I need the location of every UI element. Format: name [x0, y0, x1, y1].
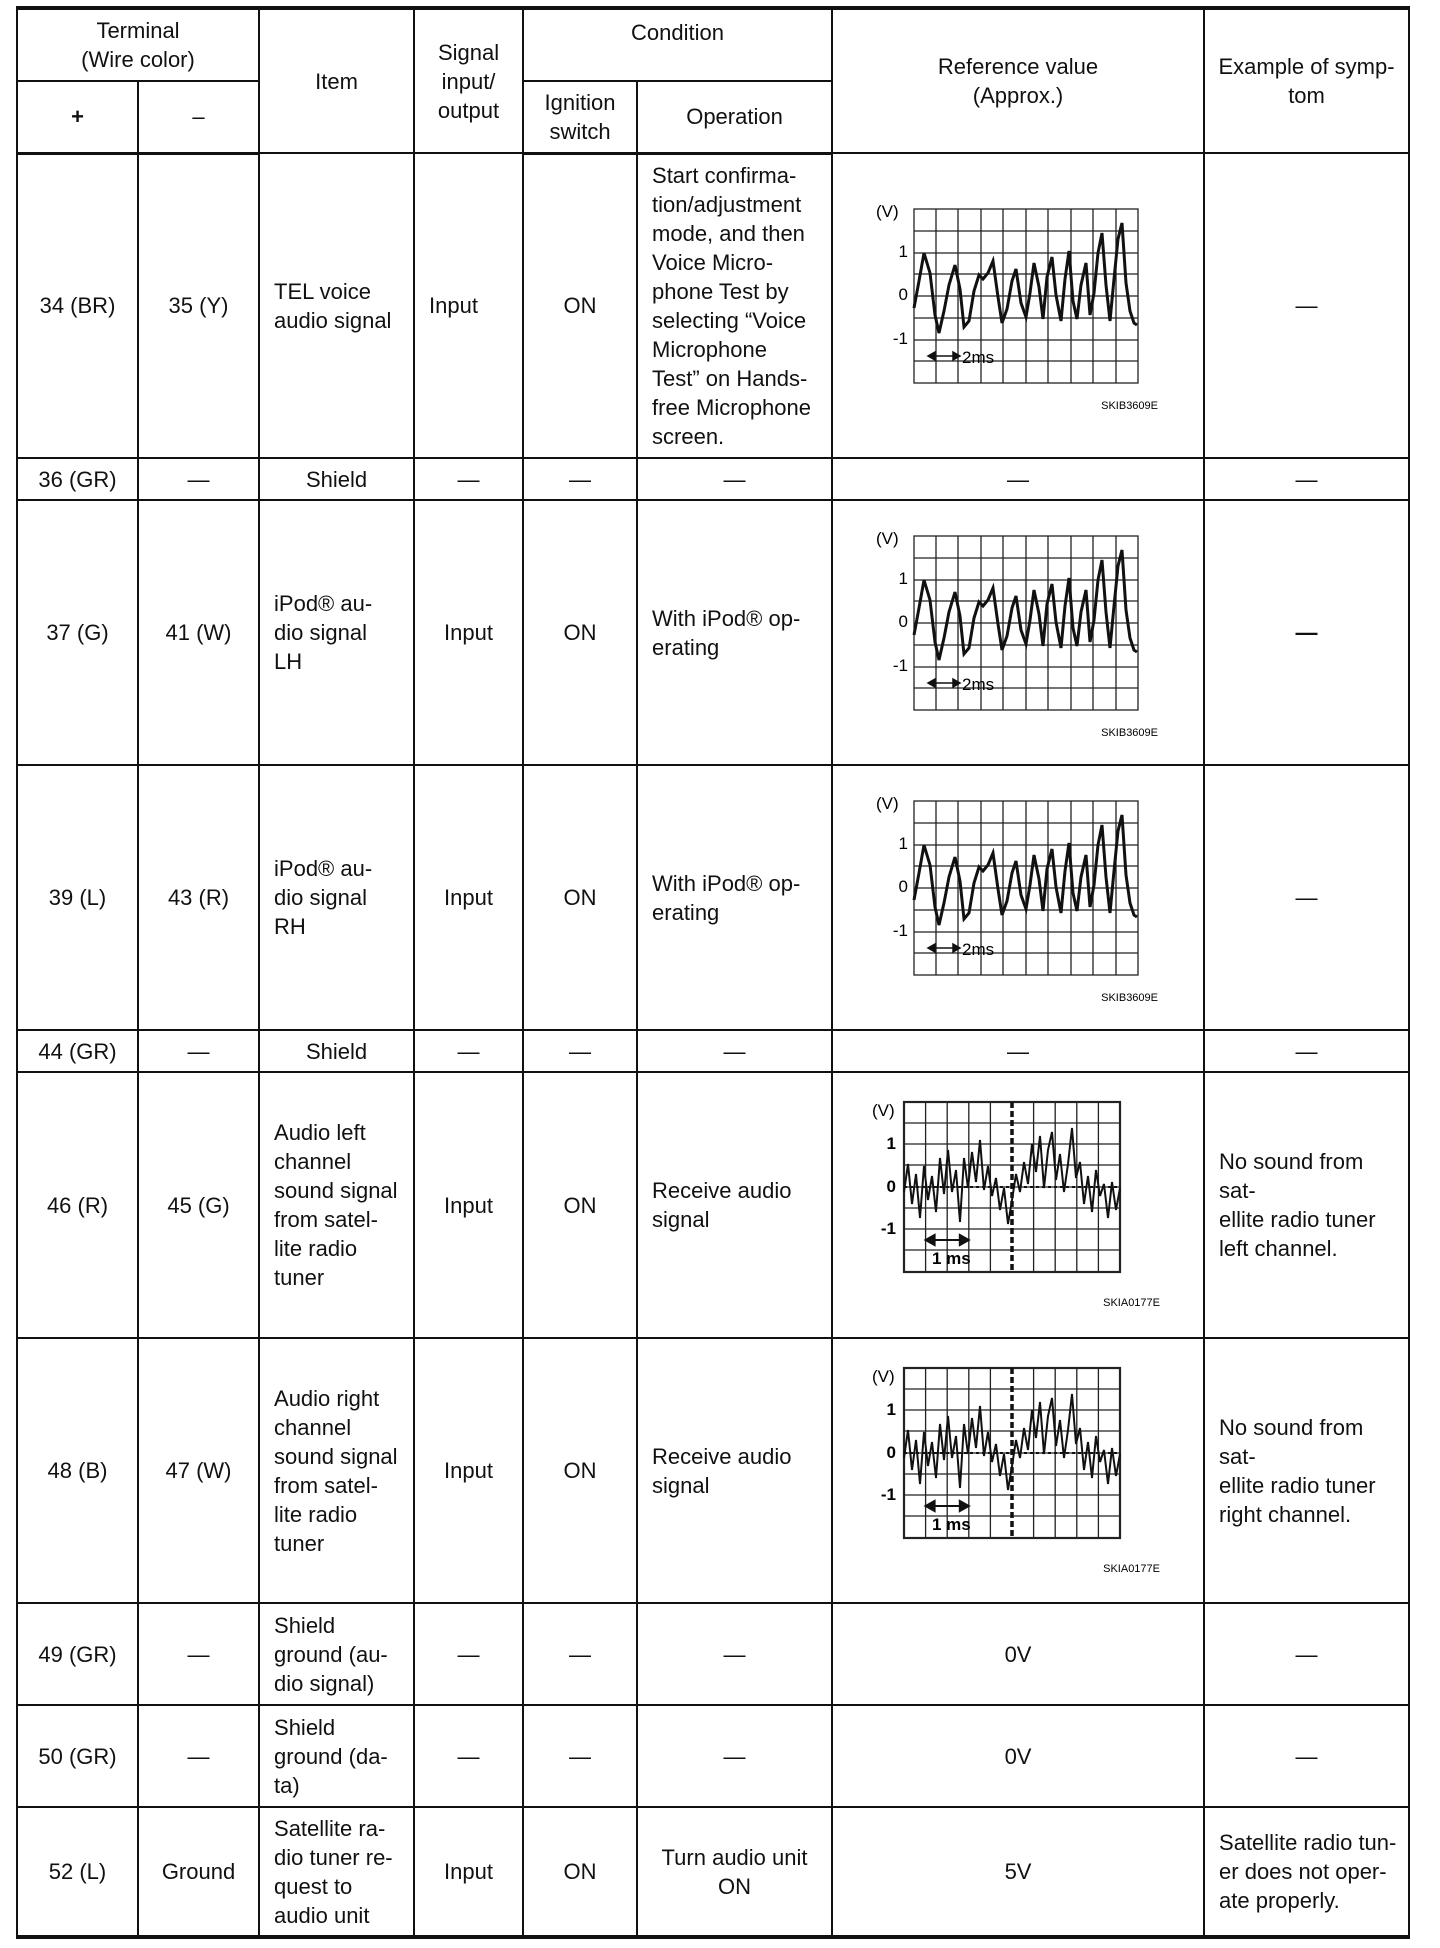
terminal-minus: — [138, 1030, 259, 1072]
item-cell: Shield [259, 1030, 414, 1072]
symptom-cell: — [1204, 458, 1409, 500]
reference-value-cell: 5V [832, 1807, 1204, 1937]
header-condition: Condition [523, 8, 832, 81]
table-row [17, 1807, 1409, 1937]
table-row [17, 500, 1409, 765]
waveform-y-label: -1 [880, 1219, 897, 1238]
ipod-rh-waveform [868, 785, 1168, 1011]
waveform-y-label: -1 [880, 1484, 897, 1504]
reference-value-cell [832, 153, 1204, 458]
waveform-y-label: 0 [886, 1177, 897, 1196]
terminal-minus: 35 (Y) [138, 153, 259, 458]
symptom-cell: No sound from sat- ellite radio tuner right channel. [1204, 1338, 1409, 1603]
symptom-cell: No sound from sat- ellite radio tuner left channel. [1204, 1072, 1409, 1338]
signal-io-cell: — [414, 458, 523, 500]
table-row [17, 458, 1409, 500]
reference-value-cell [832, 1072, 1204, 1338]
operation-cell: Turn audio unit ON [637, 1807, 832, 1937]
symptom-cell: — [1204, 1030, 1409, 1072]
waveform-y-label: 1 [886, 1399, 897, 1419]
ignition-switch-cell: ON [523, 1338, 637, 1603]
terminal-plus: 39 (L) [17, 765, 138, 1030]
signal-io-cell: Input [414, 765, 523, 1030]
terminal-plus: 49 (GR) [17, 1603, 138, 1705]
operation-cell: — [637, 1603, 832, 1705]
waveform-time-label: 1 ms [932, 1514, 971, 1534]
satellite-left-waveform [868, 1092, 1168, 1318]
tel-voice-waveform [868, 193, 1168, 419]
reference-value-cell [832, 500, 1204, 765]
item-cell: Shield [259, 458, 414, 500]
ignition-switch-cell: ON [523, 1072, 637, 1338]
symptom-cell: — [1204, 1603, 1409, 1705]
terminal-minus: — [138, 458, 259, 500]
terminal-minus: 41 (W) [138, 500, 259, 765]
waveform-y-label: -1 [892, 655, 909, 675]
table-row [17, 1603, 1409, 1705]
operation-cell: With iPod® op- erating [637, 765, 832, 1030]
operation-cell: Receive audio signal [637, 1338, 832, 1603]
ipod-lh-waveform [868, 520, 1168, 746]
terminal-plus: 36 (GR) [17, 458, 138, 500]
satellite-right-waveform [868, 1358, 1168, 1584]
ignition-switch-cell: ON [523, 500, 637, 765]
item-cell: Satellite ra- dio tuner re- quest to audio unit [259, 1807, 414, 1937]
terminal-minus: 47 (W) [138, 1338, 259, 1603]
header-minus: – [138, 81, 259, 153]
header-terminal: Terminal (Wire color) [17, 8, 259, 81]
reference-value-cell: — [832, 458, 1204, 500]
terminal-reference-table [16, 6, 1410, 1939]
reference-value-cell: 0V [832, 1705, 1204, 1807]
terminal-plus: 52 (L) [17, 1807, 138, 1937]
waveform-time-label: 1 ms [932, 1249, 971, 1268]
item-cell: Audio right channel sound signal from satel- lite radio tuner [259, 1338, 414, 1603]
ignition-switch-cell: ON [523, 1807, 637, 1937]
signal-io-cell: Input [414, 500, 523, 765]
table-row [17, 153, 1409, 458]
ignition-switch-cell: — [523, 1705, 637, 1807]
waveform-unit: (V) [876, 528, 899, 548]
item-cell: iPod® au- dio signal LH [259, 500, 414, 765]
time-scale-arrow-icon [928, 679, 960, 687]
signal-io-cell: Input [414, 1807, 523, 1937]
waveform-unit: (V) [872, 1101, 895, 1120]
header-example-symptom: Example of symp- tom [1204, 8, 1409, 153]
waveform-y-label: 0 [886, 1442, 897, 1462]
waveform-y-label: 1 [898, 241, 909, 261]
figure-code: SKIB3609E [1101, 399, 1159, 412]
figure-code: SKIB3609E [1101, 991, 1159, 1004]
operation-cell: — [637, 458, 832, 500]
header-signal-io: Signal input/ output [414, 8, 523, 153]
terminal-minus: — [138, 1705, 259, 1807]
terminal-reference-table-sheet [16, 6, 1408, 1939]
reference-value-cell: — [832, 1030, 1204, 1072]
item-cell: Audio left channel sound signal from satel- lite radio tuner [259, 1072, 414, 1338]
table-row [17, 1030, 1409, 1072]
table-row [17, 1338, 1409, 1603]
symptom-cell: Satellite radio tun- er does not oper- ate properly. [1204, 1807, 1409, 1937]
symptom-cell: — [1204, 500, 1409, 765]
table-row [17, 1705, 1409, 1807]
item-cell: Shield ground (da- ta) [259, 1705, 414, 1807]
waveform-time-label: 2ms [962, 347, 995, 367]
item-cell: Shield ground (au- dio signal) [259, 1603, 414, 1705]
figure-code: SKIA0177E [1103, 1562, 1161, 1575]
waveform-unit: (V) [876, 793, 899, 813]
header-plus: + [17, 81, 138, 153]
operation-cell: — [637, 1705, 832, 1807]
waveform-y-label: 0 [898, 611, 909, 631]
terminal-minus: — [138, 1603, 259, 1705]
waveform-y-label: 0 [898, 284, 909, 304]
terminal-minus: Ground [138, 1807, 259, 1937]
table-row [17, 1072, 1409, 1338]
item-cell: iPod® au- dio signal RH [259, 765, 414, 1030]
terminal-plus: 37 (G) [17, 500, 138, 765]
figure-code: SKIA0177E [1103, 1297, 1161, 1309]
terminal-plus: 46 (R) [17, 1072, 138, 1338]
waveform-time-label: 2ms [962, 939, 995, 959]
operation-cell: With iPod® op- erating [637, 500, 832, 765]
symptom-cell: — [1204, 153, 1409, 458]
ignition-switch-cell: ON [523, 765, 637, 1030]
time-scale-arrow-icon [928, 944, 960, 952]
operation-cell: Receive audio signal [637, 1072, 832, 1338]
terminal-plus: 50 (GR) [17, 1705, 138, 1807]
header-ignition-switch: Ignition switch [523, 81, 637, 153]
signal-io-cell: Input [414, 153, 523, 458]
signal-io-cell: — [414, 1603, 523, 1705]
waveform-y-label: -1 [892, 920, 909, 940]
figure-code: SKIB3609E [1101, 726, 1159, 739]
waveform-time-label: 2ms [962, 674, 995, 694]
time-scale-arrow-icon [928, 352, 960, 360]
header-item: Item [259, 8, 414, 153]
reference-value-cell: 0V [832, 1603, 1204, 1705]
terminal-plus: 34 (BR) [17, 153, 138, 458]
waveform-y-label: 1 [898, 568, 909, 588]
reference-value-cell [832, 1338, 1204, 1603]
ignition-switch-cell: — [523, 458, 637, 500]
operation-cell: Start confirma- tion/adjustment mode, and then Voice Micro- phone Test by selecting “Voice Microphone Test” on Hands- free Microphone screen. [637, 153, 832, 458]
item-cell: TEL voice audio signal [259, 153, 414, 458]
terminal-minus: 43 (R) [138, 765, 259, 1030]
signal-io-cell: Input [414, 1338, 523, 1603]
reference-value-cell [832, 765, 1204, 1030]
terminal-minus: 45 (G) [138, 1072, 259, 1338]
header-operation: Operation [637, 81, 832, 153]
signal-io-cell: — [414, 1705, 523, 1807]
waveform-y-label: 0 [898, 876, 909, 896]
terminal-plus: 44 (GR) [17, 1030, 138, 1072]
waveform-unit: (V) [876, 201, 899, 221]
ignition-switch-cell: — [523, 1030, 637, 1072]
ignition-switch-cell: ON [523, 153, 637, 458]
table-row [17, 765, 1409, 1030]
symptom-cell: — [1204, 1705, 1409, 1807]
terminal-plus: 48 (B) [17, 1338, 138, 1603]
waveform-y-label: 1 [886, 1134, 897, 1153]
signal-io-cell: Input [414, 1072, 523, 1338]
operation-cell: — [637, 1030, 832, 1072]
header-reference-value: Reference value (Approx.) [832, 8, 1204, 153]
waveform-y-label: 1 [898, 833, 909, 853]
signal-io-cell: — [414, 1030, 523, 1072]
symptom-cell: — [1204, 765, 1409, 1030]
ignition-switch-cell: — [523, 1603, 637, 1705]
waveform-unit: (V) [872, 1366, 895, 1386]
waveform-y-label: -1 [892, 328, 909, 348]
